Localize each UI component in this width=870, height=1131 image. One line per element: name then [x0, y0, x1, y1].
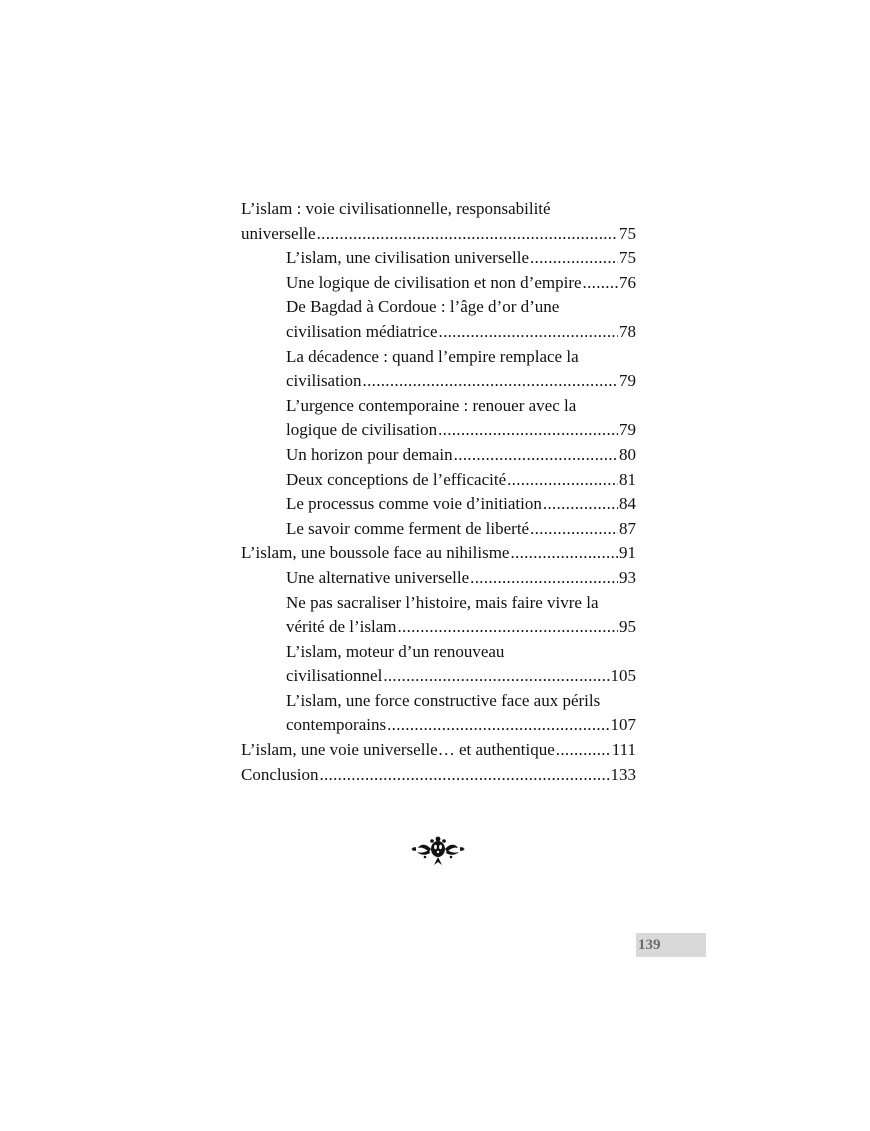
dot-leader — [439, 320, 618, 345]
toc-entry-line — [286, 369, 636, 394]
toc-entry-title: civilisationnel — [286, 666, 383, 686]
toc-page-number: 87 — [619, 518, 636, 538]
dot-leader — [383, 664, 609, 689]
toc-page-number: 93 — [619, 567, 636, 587]
toc-page-number: 84 — [619, 494, 636, 514]
toc-entry-line — [286, 320, 636, 345]
dot-leader — [530, 246, 618, 271]
toc-entry-title: Une alternative universelle — [286, 567, 470, 587]
dot-leader — [317, 222, 618, 247]
toc-entry-line — [286, 345, 636, 370]
toc-entry-title: civilisation médiatrice — [286, 321, 438, 341]
toc-entry — [241, 591, 636, 640]
toc-entry-title: Le savoir comme ferment de liberté — [286, 518, 530, 538]
toc-entry — [241, 492, 636, 517]
fleuron-ornament-icon — [408, 835, 468, 867]
table-of-contents — [241, 197, 636, 787]
toc-entry-title: contemporains — [286, 715, 387, 735]
dot-leader — [363, 369, 618, 394]
toc-entry — [241, 246, 636, 271]
toc-entry-title: Conclusion — [241, 764, 319, 784]
toc-entry — [241, 443, 636, 468]
toc-entry-title: La décadence : quand l’empire remplace la — [286, 346, 579, 366]
toc-entry-line — [286, 517, 636, 542]
toc-entry-line — [241, 738, 636, 763]
dot-leader — [319, 763, 609, 788]
toc-entry — [241, 345, 636, 394]
toc-page-number: 95 — [619, 617, 636, 637]
toc-page-number: 81 — [619, 469, 636, 489]
toc-entry — [241, 541, 636, 566]
dot-leader — [507, 468, 618, 493]
toc-entry-title: L’islam, une voie universelle… et authentique — [241, 740, 555, 760]
toc-entry-line — [286, 640, 636, 665]
toc-entry-line — [286, 418, 636, 443]
toc-page-number: 79 — [619, 420, 636, 440]
toc-entry-title: civilisation — [286, 371, 362, 391]
toc-entry-title: L’islam, une force constructive face aux périls — [286, 690, 601, 710]
toc-entry — [241, 295, 636, 344]
toc-entry — [241, 640, 636, 689]
dot-leader — [387, 713, 609, 738]
toc-entry-title: universelle — [241, 223, 316, 243]
toc-page-number: 79 — [619, 371, 636, 391]
dot-leader — [470, 566, 618, 591]
toc-entry-title: vérité de l’islam — [286, 617, 397, 637]
toc-entry — [241, 566, 636, 591]
toc-entry-line — [241, 541, 636, 566]
toc-entry-title: L’islam, moteur d’un renouveau — [286, 641, 505, 661]
toc-entry — [241, 689, 636, 738]
toc-entry-title: L’urgence contemporaine : renouer avec la — [286, 395, 577, 415]
toc-entry-line — [286, 394, 636, 419]
toc-entry-title: De Bagdad à Cordoue : l’âge d’or d’une — [286, 297, 560, 317]
toc-entry-line — [286, 295, 636, 320]
toc-page-number: 75 — [619, 223, 636, 243]
toc-entry-line — [286, 664, 636, 689]
toc-page-number: 80 — [619, 444, 636, 464]
dot-leader — [556, 738, 611, 763]
toc-entry-line — [286, 468, 636, 493]
toc-page-number: 111 — [611, 740, 636, 760]
toc-entry-line — [286, 246, 636, 271]
toc-page-number: 91 — [619, 543, 636, 563]
toc-page-number: 107 — [610, 715, 636, 735]
toc-page-number: 75 — [619, 248, 636, 268]
dot-leader — [397, 615, 618, 640]
toc-entry-title: L’islam, une civilisation universelle — [286, 248, 529, 268]
toc-entry-title: L’islam : voie civilisationnelle, responsabilité — [241, 199, 551, 218]
toc-entry-title: Deux conceptions de l’efficacité — [286, 469, 507, 489]
toc-entry-line — [286, 591, 636, 616]
dot-leader — [583, 271, 618, 296]
toc-page-number: 78 — [619, 321, 636, 341]
toc-entry-line — [241, 222, 636, 247]
toc-entry-title: logique de civilisation — [286, 420, 438, 440]
toc-entry — [241, 763, 636, 788]
toc-entry-line — [286, 713, 636, 738]
dot-leader — [543, 492, 618, 517]
toc-entry-line — [241, 197, 636, 222]
toc-page-number: 76 — [619, 272, 636, 292]
toc-entry — [241, 738, 636, 763]
toc-entry-title: Une logique de civilisation et non d’empire — [286, 272, 582, 292]
toc-entry-line — [286, 566, 636, 591]
toc-page-number: 105 — [610, 666, 636, 686]
page-number: 139 — [636, 933, 706, 957]
toc-entry-line — [286, 271, 636, 296]
toc-entry — [241, 468, 636, 493]
toc-entry — [241, 197, 636, 246]
toc-entry-line — [286, 689, 636, 714]
toc-entry — [241, 517, 636, 542]
toc-page-number: 133 — [610, 764, 636, 784]
dot-leader — [438, 418, 618, 443]
dot-leader — [510, 541, 618, 566]
dot-leader — [530, 517, 618, 542]
toc-entry-title: Le processus comme voie d’initiation — [286, 494, 542, 514]
toc-entry-line — [286, 443, 636, 468]
toc-entry-line — [286, 615, 636, 640]
toc-entry-title: Un horizon pour demain — [286, 444, 453, 464]
toc-entry-title: L’islam, une boussole face au nihilisme — [241, 543, 510, 563]
toc-entry — [241, 394, 636, 443]
toc-entry-line — [286, 492, 636, 517]
toc-entry-title: Ne pas sacraliser l’histoire, mais faire vivre la — [286, 592, 599, 612]
dot-leader — [454, 443, 618, 468]
toc-entry-line — [241, 763, 636, 788]
toc-entry — [241, 271, 636, 296]
